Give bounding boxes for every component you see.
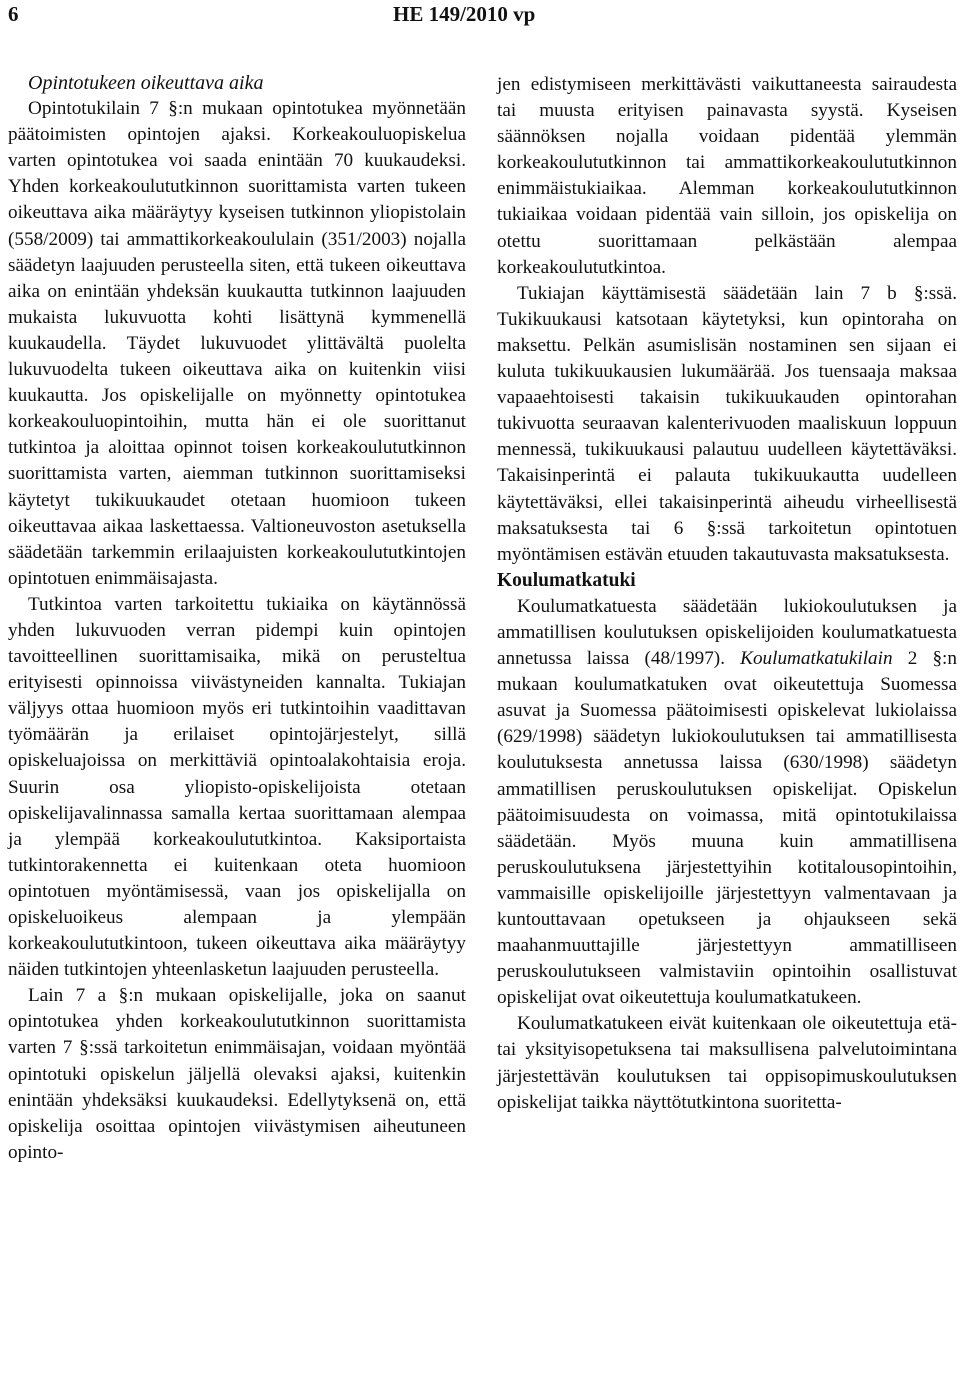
text-run: 2 §:n mukaan koulumatkatuken ovat oikeutettuja Suomessa asuvat ja Suomessa päätoimisesti opiskelevat lukiolaissa (629/1998) säädetyn lukiokoulutuksen tai ammatillisesta koulutuksesta annetussa laissa (630/1998) säädetyn ammatillisen peruskoulutuksen opiskelijat. Opiskelun päätoimisuudesta on voimassa, mitä opintotukilaissa säädetään. Myös muuna kuin ammatillisena peruskoulutuksena järjestettyihin kotitalousopintoihin, vammaisille opiskelijoille järjestettyyn valmentavaan ja kuntouttavaan opetukseen ja ohjaukseen sekä maahanmuuttajille järjestettyyn ammatilliseen peruskoulutukseen valmistaviin opintoihin osallistuvat opiskelijat ovat oikeutettuja koulumatkatukeen. xyxy=(497,648,957,1009)
right-column xyxy=(497,72,957,1116)
paragraph: Tutkintoa varten tarkoitettu tukiaika on käytännössä yhden lukuvuoden verran pidempi kuin opintojen tavoitteellinen suorittamisaika, mikä on perusteltua erityisesti opinnoissa viivästyneiden kannalta. Tukiajan väljyys ottaa huomioon myös eri tutkintoihin vaadittavan työmäärän ja erilaiset opintojärjestelyt, sillä opiskeluajoissa on merkittäviä opintoalakohtaisia eroja. Suurin osa yliopisto-opiskelijoista otetaan opiskelijavalinnassa samalla kertaa suorittamaan alempaa ja ylempää korkeakoulututkintoa. Kaksiportaista tutkintorakennetta ei kuitenkaan oteta huomioon opintotuen myöntämisessä, vaan jos opiskelijalla on opiskeluoikeus alempaan ja ylempään korkeakoulututkintoon, tukeen oikeuttava aika määräytyy näiden tutkintojen yhteenlasketun laajuuden perusteella. xyxy=(8,593,466,981)
paragraph: Tukiajan käyttämisestä säädetään lain 7 b §:ssä. Tukikuukausi katsotaan käytetyksi, kun opintoraha on maksettu. Pelkän asumislisän nostaminen sen sijaan ei kuluta tukikuukausien lukumäärää. Jos tuensaaja maksaa vapaaehtoisesti takaisin tukikuukauden opintorahan tukivuotta seuraavan kalenterivuoden maaliskuun loppuun mennessä, tukikuukausi palautuu uudelleen käytettäväksi. Takaisinperintä ei palauta tukikuukautta uudelleen käytettäväksi, ellei takaisinperintä aiheudu virheellisestä maksatuksesta tai 6 §:ssä tarkoitetun opintotuen myöntämisen estävän etuuden takautuvasta maksatuksesta. xyxy=(497,282,957,565)
left-column xyxy=(8,70,466,1166)
text-run: Koulumatkatuesta säädetään lukiokoulutuksen ja ammatillisen koulutuksen opiskelijoiden koulumatkatuesta annetussa laissa (48/1997). xyxy=(497,595,957,670)
section-title: Opintotukeen oikeuttava aika xyxy=(28,72,264,94)
paragraph-continuation: jen edistymiseen merkittävästi vaikuttaneesta sairaudesta tai muusta erityisen painavasta syystä. Kyseisen säännöksen nojalla voidaan pidentää ylemmän korkeakoulututkinnon tai ammattikorkeakoulututkinnon enimmäistukiaikaa. Alemman korkeakoulututkinnon tukiaikaa voidaan pidentää vain silloin, jos opiskelija on otettu suorittamaan pelkästään alempaa korkeakoulututkintoa. xyxy=(497,74,957,278)
section-heading: Koulumatkatuki xyxy=(497,569,636,591)
paragraph: Koulumatkatukeen eivät kuitenkaan ole oikeutettuja etä- tai yksityisopetuksena tai maksullisena palvelutoimintana järjestettävän koulutuksen tai oppisopimuskoulutuksen opiskelijat taikka näyttötutkintona suoritetta- xyxy=(497,1013,957,1113)
law-name-italic: Koulumatkatukilain xyxy=(740,648,893,670)
paragraph: Opintotukilain 7 §:n mukaan opintotukea myönnetään päätoimisten opintojen ajaksi. Korkeakouluopiskelua varten opintotukea voi saada enintään 70 kuukaudeksi. Yhden korkeakoulututkinnon suorittamista varten tukeen oikeuttava aika määräytyy kyseisen tutkinnon yliopistolain (558/2009) tai ammattikorkeakoululain (351/2003) nojalla säädetyn laajuuden perusteella siten, että tukeen oikeuttava aika on enintään yhdeksän kuukautta tutkinnon laajuuden mukaista lukuvuotta kohti lisättynä kymmenellä kuukaudella. Täydet lukuvuodet ylittävältä puolelta lukuvuodelta tukeen oikeuttava aika on kuitenkin viisi kuukautta. Jos opiskelijalle on myönnetty opintotukea korkeakouluopintoihin, mutta hän ei ole suorittanut tutkintoa ja aloittaa opinnot toisen korkeakoulututkinnon suorittamista varten, aiemman tutkinnon suorittamiseksi käytetyt tukikuukaudet otetaan huomioon tukeen oikeuttavaa aikaa laskettaessa. Valtioneuvoston asetuksella säädetään tarkemmin erilaajuisten korkeakoulututkintojen opintotuen enimmäisajasta. xyxy=(8,98,466,589)
paragraph xyxy=(497,594,957,1012)
document-id: HE 149/2010 vp xyxy=(393,2,536,26)
paragraph: Lain 7 a §:n mukaan opiskelijalle, joka on saanut opintotukea yhden korkeakoulututkinnon suorittamista varten 7 §:ssä tarkoitetun enimmäisajan, voidaan myöntää opintotuki opiskelun jäljellä olevaksi ajaksi, kuitenkin enintään yhdeksäksi kuukaudeksi. Edellytyksenä on, että opiskelija osoittaa opintojen viivästymisen aiheutuneen opinto- xyxy=(8,985,466,1163)
page-number: 6 xyxy=(8,2,19,26)
